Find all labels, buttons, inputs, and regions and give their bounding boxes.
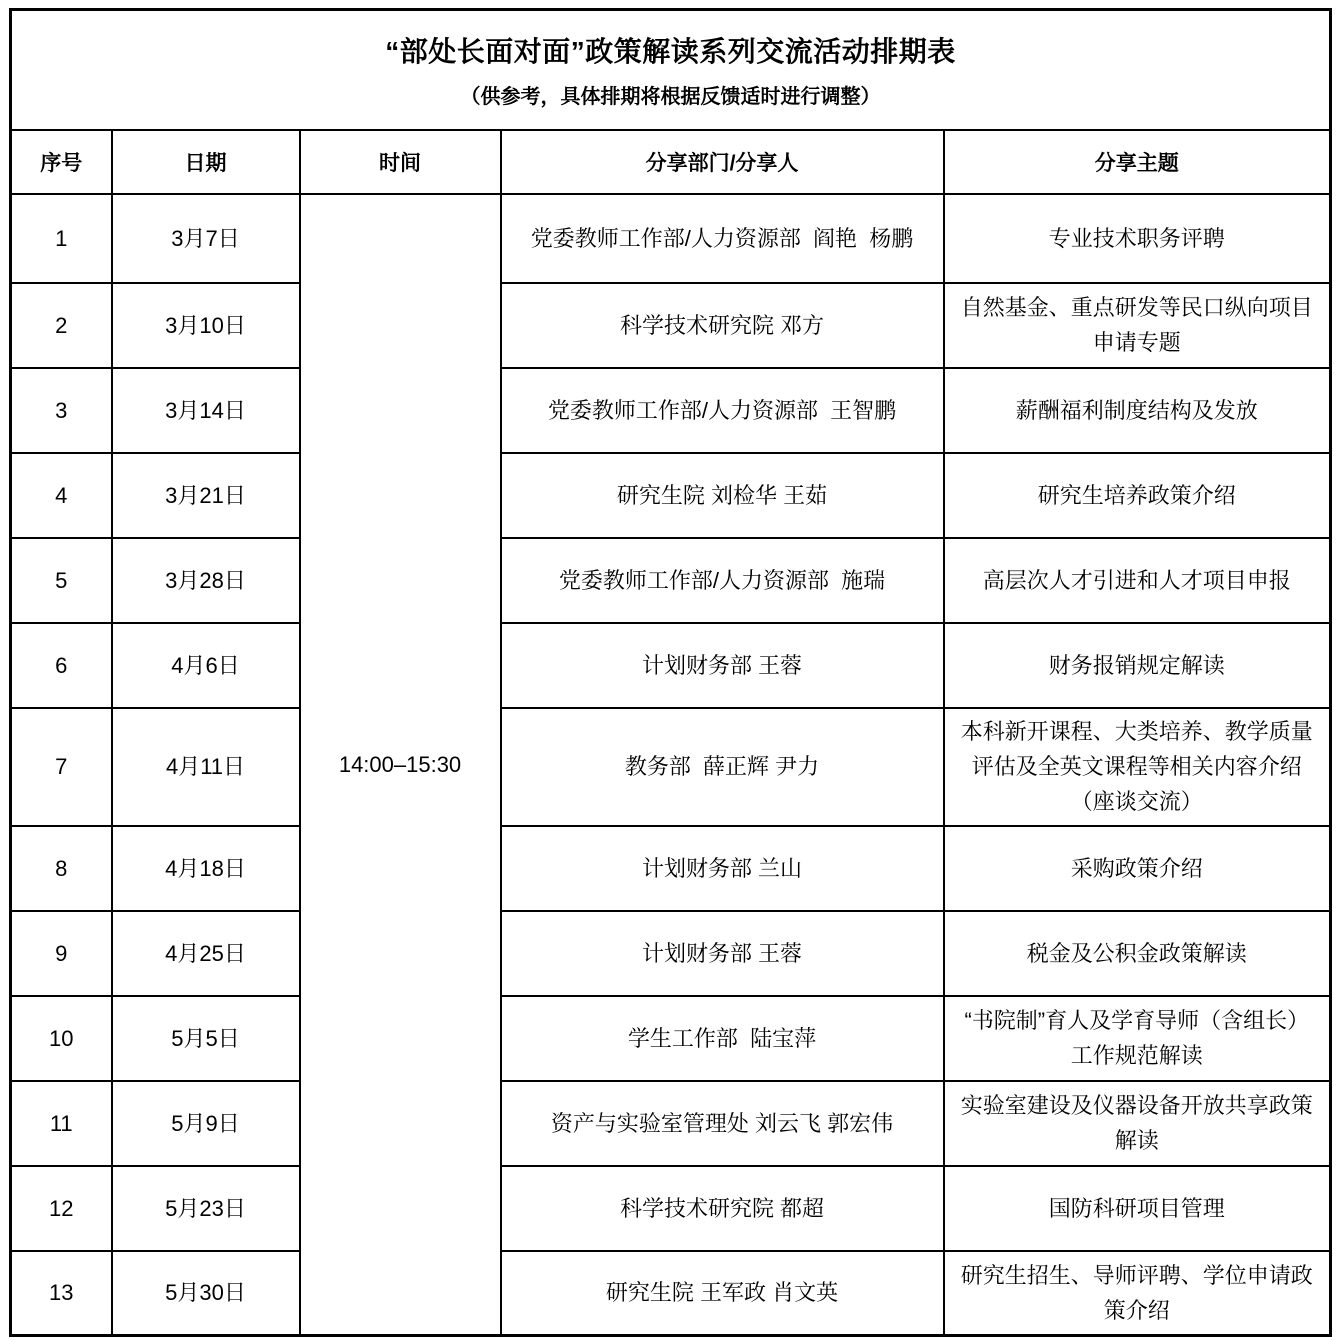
topic-cell: 税金及公积金政策解读 bbox=[944, 911, 1331, 996]
date-cell: 5月23日 bbox=[112, 1166, 300, 1251]
serial-cell: 4 bbox=[11, 453, 112, 538]
table-row bbox=[11, 826, 1331, 911]
department-cell: 计划财务部 兰山 bbox=[501, 826, 944, 911]
serial-cell: 2 bbox=[11, 283, 112, 368]
date-cell: 3月28日 bbox=[112, 538, 300, 623]
topic-cell: 高层次人才引进和人才项目申报 bbox=[944, 538, 1331, 623]
department-cell: 党委教师工作部/人力资源部 阎艳 杨鹏 bbox=[501, 194, 944, 283]
date-cell: 5月5日 bbox=[112, 996, 300, 1081]
serial-cell: 8 bbox=[11, 826, 112, 911]
serial-cell: 10 bbox=[11, 996, 112, 1081]
topic-cell: 采购政策介绍 bbox=[944, 826, 1331, 911]
date-cell: 5月30日 bbox=[112, 1251, 300, 1336]
date-cell: 3月10日 bbox=[112, 283, 300, 368]
header-row bbox=[11, 130, 1331, 194]
department-cell: 党委教师工作部/人力资源部 王智鹏 bbox=[501, 368, 944, 453]
date-cell: 4月11日 bbox=[112, 708, 300, 826]
date-cell: 4月18日 bbox=[112, 826, 300, 911]
serial-cell: 1 bbox=[11, 194, 112, 283]
topic-cell: “书院制”育人及学育导师（含组长）工作规范解读 bbox=[944, 996, 1331, 1081]
table-row bbox=[11, 911, 1331, 996]
table-row bbox=[11, 1251, 1331, 1336]
page-subtitle: （供参考，具体排期将根据反馈适时进行调整） bbox=[460, 86, 881, 109]
topic-cell: 专业技术职务评聘 bbox=[944, 194, 1331, 283]
col-header-date: 日期 bbox=[112, 130, 300, 194]
date-cell: 4月25日 bbox=[112, 911, 300, 996]
col-header-topic: 分享主题 bbox=[944, 130, 1331, 194]
topic-cell: 财务报销规定解读 bbox=[944, 623, 1331, 708]
serial-cell: 5 bbox=[11, 538, 112, 623]
time-cell: 14:00–15:30 bbox=[300, 194, 501, 1336]
department-cell: 研究生院 刘检华 王茹 bbox=[501, 453, 944, 538]
department-cell: 科学技术研究院 邓方 bbox=[501, 283, 944, 368]
serial-cell: 13 bbox=[11, 1251, 112, 1336]
table-row bbox=[11, 1081, 1331, 1166]
serial-cell: 11 bbox=[11, 1081, 112, 1166]
date-cell: 3月21日 bbox=[112, 453, 300, 538]
schedule-table bbox=[9, 8, 1332, 1337]
title-block bbox=[11, 10, 1331, 130]
department-cell: 资产与实验室管理处 刘云飞 郭宏伟 bbox=[501, 1081, 944, 1166]
serial-cell: 12 bbox=[11, 1166, 112, 1251]
topic-cell: 实验室建设及仪器设备开放共享政策解读 bbox=[944, 1081, 1331, 1166]
table-row bbox=[11, 708, 1331, 826]
serial-cell: 3 bbox=[11, 368, 112, 453]
table-row bbox=[11, 194, 1331, 283]
topic-cell: 国防科研项目管理 bbox=[944, 1166, 1331, 1251]
table-row bbox=[11, 283, 1331, 368]
col-header-department: 分享部门/分享人 bbox=[501, 130, 944, 194]
col-header-time: 时间 bbox=[300, 130, 501, 194]
col-header-serial: 序号 bbox=[11, 130, 112, 194]
department-cell: 研究生院 王军政 肖文英 bbox=[501, 1251, 944, 1336]
date-cell: 5月9日 bbox=[112, 1081, 300, 1166]
department-cell: 计划财务部 王蓉 bbox=[501, 623, 944, 708]
title-row bbox=[11, 10, 1331, 130]
topic-cell: 薪酬福利制度结构及发放 bbox=[944, 368, 1331, 453]
department-cell: 计划财务部 王蓉 bbox=[501, 911, 944, 996]
table-row bbox=[11, 453, 1331, 538]
serial-cell: 7 bbox=[11, 708, 112, 826]
department-cell: 教务部 薛正辉 尹力 bbox=[501, 708, 944, 826]
department-cell: 科学技术研究院 都超 bbox=[501, 1166, 944, 1251]
topic-cell: 研究生招生、导师评聘、学位申请政策介绍 bbox=[944, 1251, 1331, 1336]
table-row bbox=[11, 538, 1331, 623]
topic-cell: 自然基金、重点研发等民口纵向项目申请专题 bbox=[944, 283, 1331, 368]
topic-cell: 研究生培养政策介绍 bbox=[944, 453, 1331, 538]
table-row bbox=[11, 1166, 1331, 1251]
table-row bbox=[11, 996, 1331, 1081]
topic-cell: 本科新开课程、大类培养、教学质量评估及全英文课程等相关内容介绍（座谈交流） bbox=[944, 708, 1331, 826]
department-cell: 党委教师工作部/人力资源部 施瑞 bbox=[501, 538, 944, 623]
table-row bbox=[11, 368, 1331, 453]
date-cell: 3月14日 bbox=[112, 368, 300, 453]
page-title: “部处长面对面”政策解读系列交流活动排期表 bbox=[385, 36, 956, 68]
serial-cell: 9 bbox=[11, 911, 112, 996]
serial-cell: 6 bbox=[11, 623, 112, 708]
department-cell: 学生工作部 陆宝萍 bbox=[501, 996, 944, 1081]
date-cell: 4月6日 bbox=[112, 623, 300, 708]
table-row bbox=[11, 623, 1331, 708]
date-cell: 3月7日 bbox=[112, 194, 300, 283]
